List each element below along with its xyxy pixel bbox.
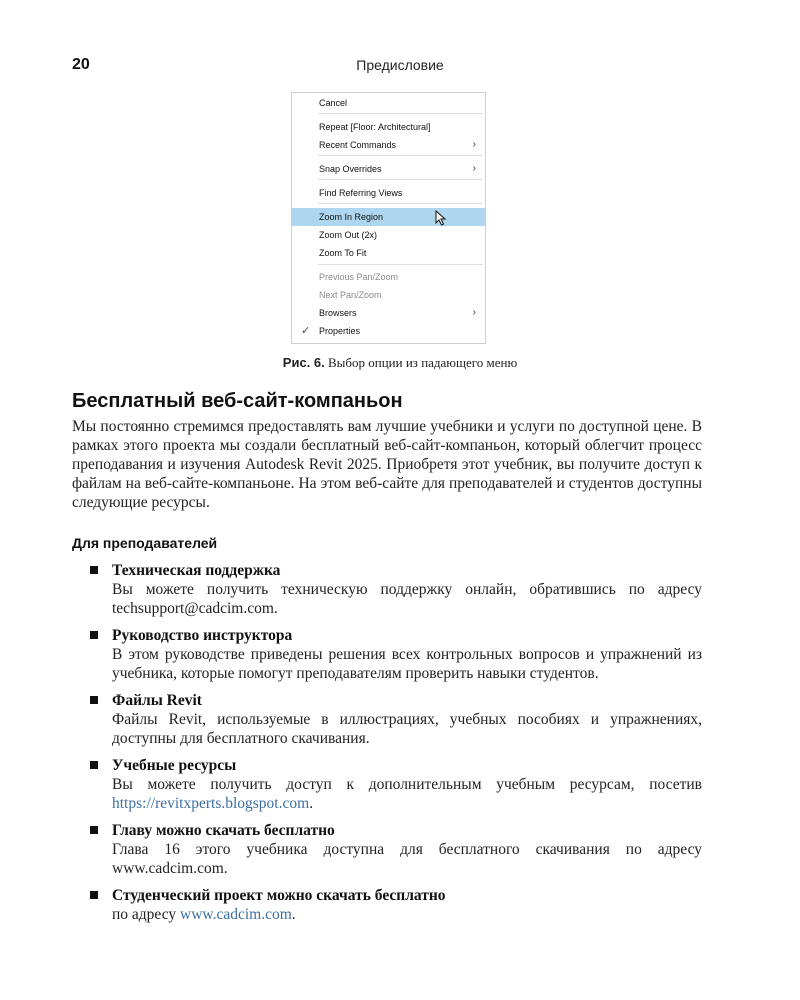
website-link[interactable]: www.cadcim.com bbox=[180, 906, 292, 923]
menu-item-zoom-in-region[interactable] bbox=[292, 208, 485, 226]
blog-link[interactable]: https://revitxperts.blogspot.com bbox=[112, 795, 310, 812]
menu-separator bbox=[318, 179, 483, 180]
resource-list bbox=[90, 561, 702, 932]
sub-heading: Для преподавателей bbox=[72, 535, 218, 551]
intro-paragraph: Мы постоянно стремимся предоставлять вам лучшие учебники и услуги по доступной цене. В рамках этого проекта мы создали бесплатный веб-сайт-компаньон, который облегчит процесс преподавания и изучения Autodesk Revit 2025. Приобретя этот учебник, вы получите доступ к файлам на веб-сайте-компаньоне. На этом веб-сайте для преподавателей и студентов доступны следующие ресурсы. bbox=[72, 418, 702, 511]
page-number: 20 bbox=[72, 56, 90, 73]
menu-item-label: Find Referring Views bbox=[319, 188, 403, 198]
item-text: Глава 16 этого учебника доступна для бесплатного скачивания по адресу www.cadcim.com. bbox=[112, 841, 702, 877]
item-text: Вы можете получить техническую поддержку онлайн, обратившись по адресу techsupport@cadcim.com. bbox=[112, 581, 702, 617]
item-title: Главу можно скачать бесплатно bbox=[112, 822, 335, 839]
menu-item-label: Previous Pan/Zoom bbox=[319, 272, 399, 282]
menu-separator bbox=[318, 203, 483, 204]
menu-item-label: Snap Overrides bbox=[319, 164, 382, 174]
item-text-container bbox=[112, 775, 702, 813]
chevron-right-icon: › bbox=[472, 163, 476, 174]
chevron-right-icon: › bbox=[472, 307, 476, 318]
list-item bbox=[90, 561, 702, 618]
checkmark-icon: ✓ bbox=[301, 325, 311, 337]
menu-item-label: Properties bbox=[319, 326, 361, 336]
menu-item-zoom-out[interactable] bbox=[292, 227, 485, 243]
figure-text: Выбор опции из падающего меню bbox=[328, 355, 518, 370]
menu-item-snap-overrides[interactable] bbox=[292, 161, 485, 177]
running-header: Предисловие bbox=[356, 57, 444, 73]
item-title: Руководство инструктора bbox=[112, 627, 293, 644]
mouse-cursor-icon bbox=[435, 210, 447, 226]
menu-separator bbox=[318, 264, 483, 265]
item-text: В этом руководстве приведены решения всех контрольных вопросов и упражнений из учебника, которые помогут преподавателям проверить навыки студентов. bbox=[112, 646, 702, 682]
menu-separator bbox=[318, 113, 483, 114]
bullet-icon bbox=[90, 566, 98, 574]
menu-item-label: Browsers bbox=[319, 308, 357, 318]
bullet-icon bbox=[90, 631, 98, 639]
menu-item-label: Cancel bbox=[319, 98, 348, 108]
menu-item-label: Next Pan/Zoom bbox=[319, 290, 382, 300]
section-title: Бесплатный веб-сайт-компаньон bbox=[72, 390, 403, 412]
list-item bbox=[90, 691, 702, 748]
figure-caption bbox=[0, 355, 800, 371]
list-item bbox=[90, 821, 702, 878]
bullet-icon bbox=[90, 891, 98, 899]
menu-item-properties[interactable] bbox=[292, 323, 485, 339]
menu-item-cancel[interactable] bbox=[292, 95, 485, 111]
list-item bbox=[90, 886, 702, 924]
list-item bbox=[90, 756, 702, 813]
menu-separator bbox=[318, 155, 483, 156]
menu-item-label: Zoom Out (2x) bbox=[319, 230, 378, 240]
item-title: Учебные ресурсы bbox=[112, 757, 237, 774]
figure-label: Рис. 6. bbox=[282, 355, 325, 370]
bullet-icon bbox=[90, 761, 98, 769]
menu-item-zoom-to-fit[interactable] bbox=[292, 245, 485, 261]
menu-item-label: Zoom In Region bbox=[319, 212, 384, 222]
menu-item-label: Repeat [Floor: Architectural] bbox=[319, 122, 431, 132]
list-item bbox=[90, 626, 702, 683]
bullet-icon bbox=[90, 826, 98, 834]
bullet-icon bbox=[90, 696, 98, 704]
item-text-end: . bbox=[291, 906, 296, 923]
item-title: Студенческий проект можно скачать бесплатно bbox=[112, 887, 446, 904]
menu-item-recent-commands[interactable] bbox=[292, 137, 485, 153]
item-text: по адресу bbox=[112, 906, 181, 923]
menu-item-label: Zoom To Fit bbox=[319, 248, 367, 258]
context-menu bbox=[291, 92, 486, 344]
item-text: Файлы Revit, используемые в иллюстрациях, учебных пособиях и упражнениях, доступны для бесплатного скачивания. bbox=[112, 711, 702, 747]
menu-item-next-pan-zoom bbox=[292, 287, 485, 303]
item-title: Файлы Revit bbox=[112, 692, 202, 709]
item-title: Техническая поддержка bbox=[112, 562, 281, 579]
menu-item-browsers[interactable] bbox=[292, 305, 485, 321]
menu-item-previous-pan-zoom bbox=[292, 269, 485, 285]
item-text-end: . bbox=[309, 795, 314, 812]
item-text: Вы можете получить доступ к дополнительным учебным ресурсам, посетив bbox=[112, 776, 702, 793]
menu-item-find-referring-views[interactable] bbox=[292, 185, 485, 201]
menu-item-label: Recent Commands bbox=[319, 140, 397, 150]
chevron-right-icon: › bbox=[472, 139, 476, 150]
menu-item-repeat[interactable] bbox=[292, 119, 485, 135]
item-text-container bbox=[112, 905, 702, 924]
